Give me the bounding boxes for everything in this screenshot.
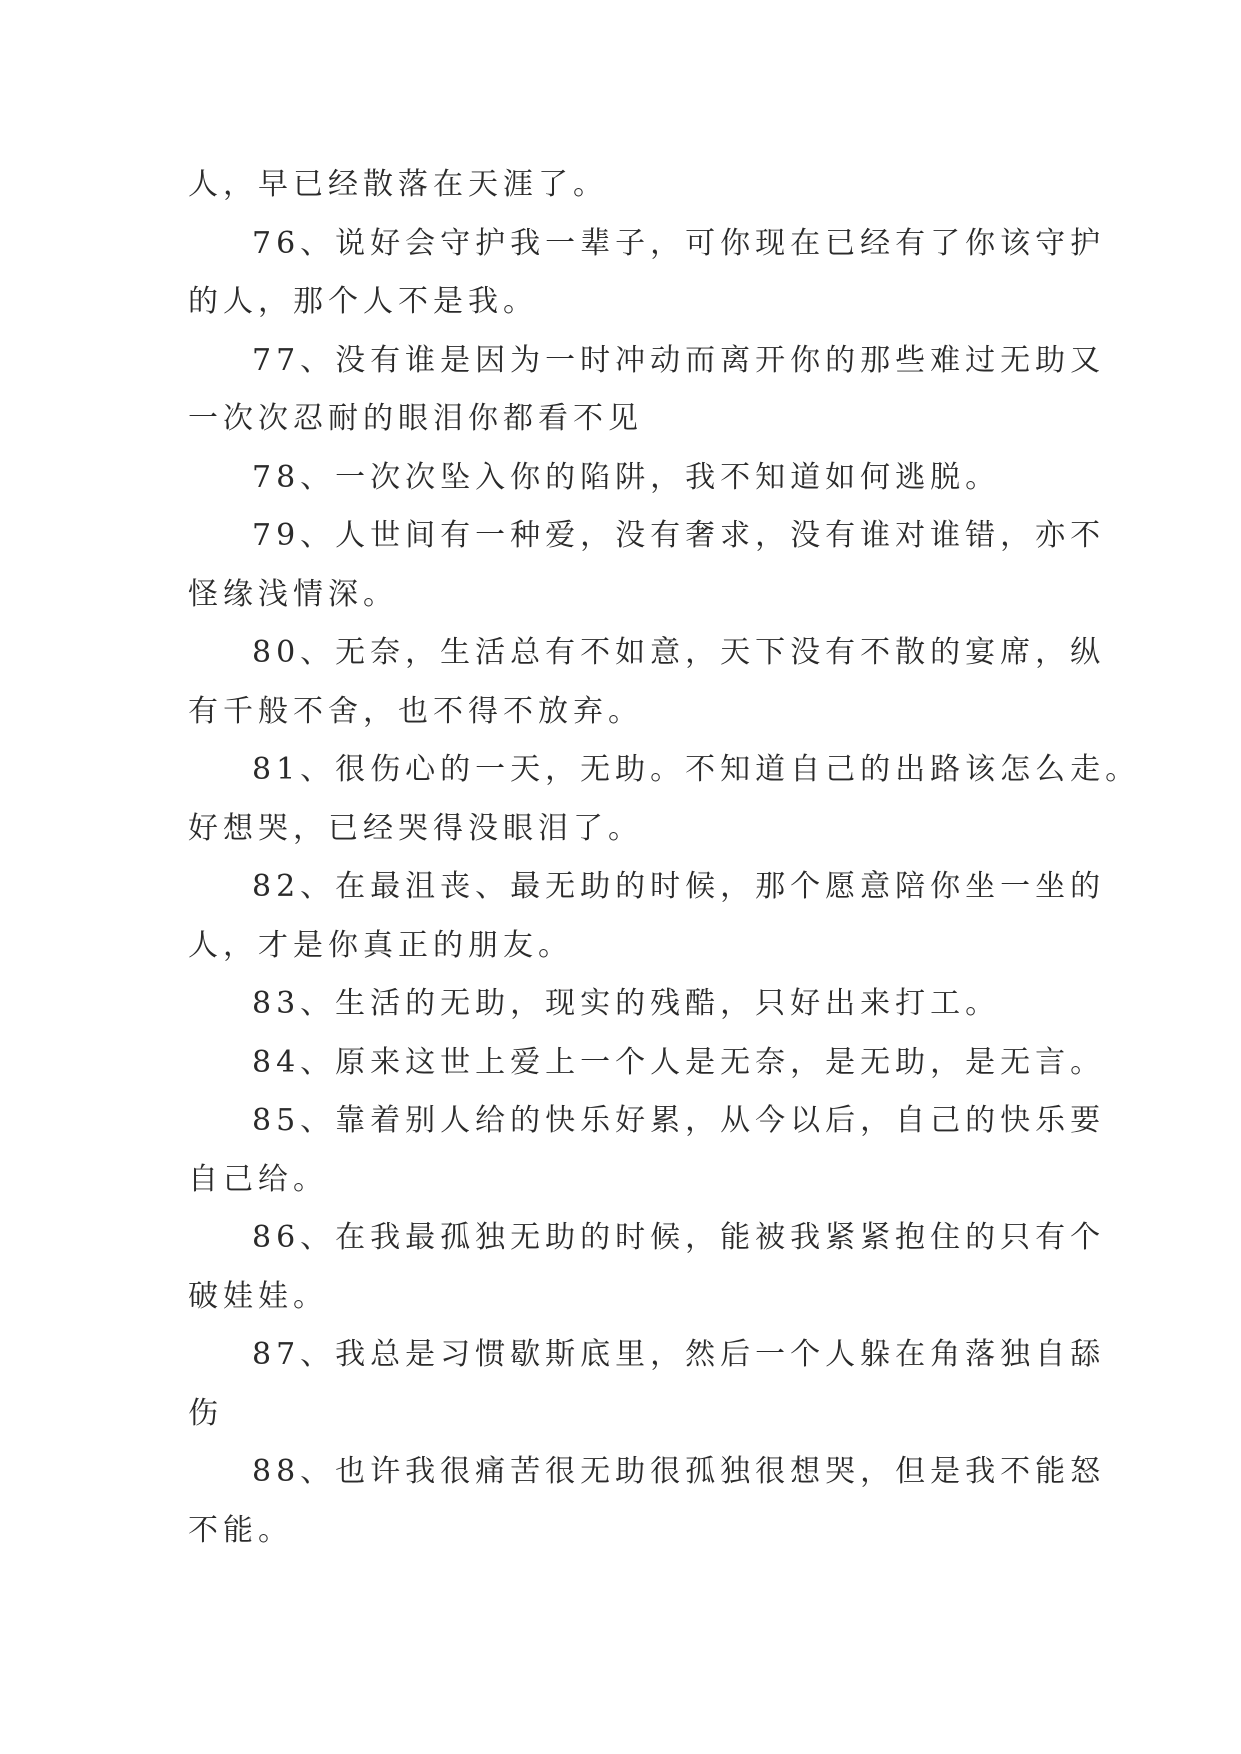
quote-76 <box>188 215 1106 332</box>
paragraph-continuation <box>188 156 1068 215</box>
quote-77 <box>188 332 1106 449</box>
text-line: 86、在我最孤独无助的时候，能被我紧紧抱住的只有个 <box>252 1220 1106 1255</box>
quote-82 <box>188 858 1106 975</box>
text-line: 人，才是你真正的朋友。 <box>188 927 573 963</box>
text-line: 破娃娃。 <box>188 1278 328 1314</box>
quote-86 <box>188 1209 1106 1326</box>
text-line: 83、生活的无助，现实的残酷，只好出来打工。 <box>252 986 1001 1021</box>
text-line: 81、很伤心的一天，无助。不知道自己的出路该怎么走。 <box>252 752 1141 787</box>
text-line: 有千般不舍，也不得不放弃。 <box>188 693 643 729</box>
text-line: 怪缘浅情深。 <box>188 576 398 612</box>
quote-84 <box>188 1034 1106 1093</box>
text-line: 79、人世间有一种爱，没有奢求，没有谁对谁错，亦不 <box>252 518 1106 553</box>
text-line: 80、无奈，生活总有不如意，天下没有不散的宴席，纵 <box>252 635 1106 670</box>
text-line: 84、原来这世上爱上一个人是无奈，是无助，是无言。 <box>252 1044 1106 1080</box>
quote-88 <box>188 1443 1106 1560</box>
text-line: 82、在最沮丧、最无助的时候，那个愿意陪你坐一坐的 <box>252 869 1106 904</box>
text-line: 不能。 <box>188 1512 293 1548</box>
text-line: 87、我总是习惯歇斯底里，然后一个人躲在角落独自舔 <box>252 1337 1106 1372</box>
quote-85 <box>188 1092 1106 1209</box>
document-body <box>188 156 1141 1560</box>
quote-78 <box>188 449 1068 508</box>
text-line: 伤 <box>188 1395 223 1431</box>
quote-79 <box>188 507 1106 624</box>
quote-83 <box>188 975 1068 1034</box>
text-line: 的人，那个人不是我。 <box>188 284 538 319</box>
quote-80 <box>188 624 1106 741</box>
text-line: 76、说好会守护我一辈子，可你现在已经有了你该守护 <box>252 225 1106 261</box>
text-line: 77、没有谁是因为一时冲动而离开你的那些难过无助又 <box>252 342 1106 378</box>
text-line: 88、也许我很痛苦很无助很孤独很想哭，但是我不能怒 <box>252 1454 1106 1489</box>
text-line: 自己给。 <box>188 1161 328 1197</box>
text-line: 一次次忍耐的眼泪你都看不见 <box>188 401 643 436</box>
text-line: 85、靠着别人给的快乐好累，从今以后，自己的快乐要 <box>252 1103 1106 1138</box>
text-line: 好想哭，已经哭得没眼泪了。 <box>188 810 643 846</box>
quote-81 <box>188 741 1141 858</box>
text-line: 78、一次次坠入你的陷阱，我不知道如何逃脱。 <box>252 459 1001 495</box>
quote-87 <box>188 1326 1106 1443</box>
text-line: 人，早已经散落在天涯了。 <box>188 167 608 202</box>
